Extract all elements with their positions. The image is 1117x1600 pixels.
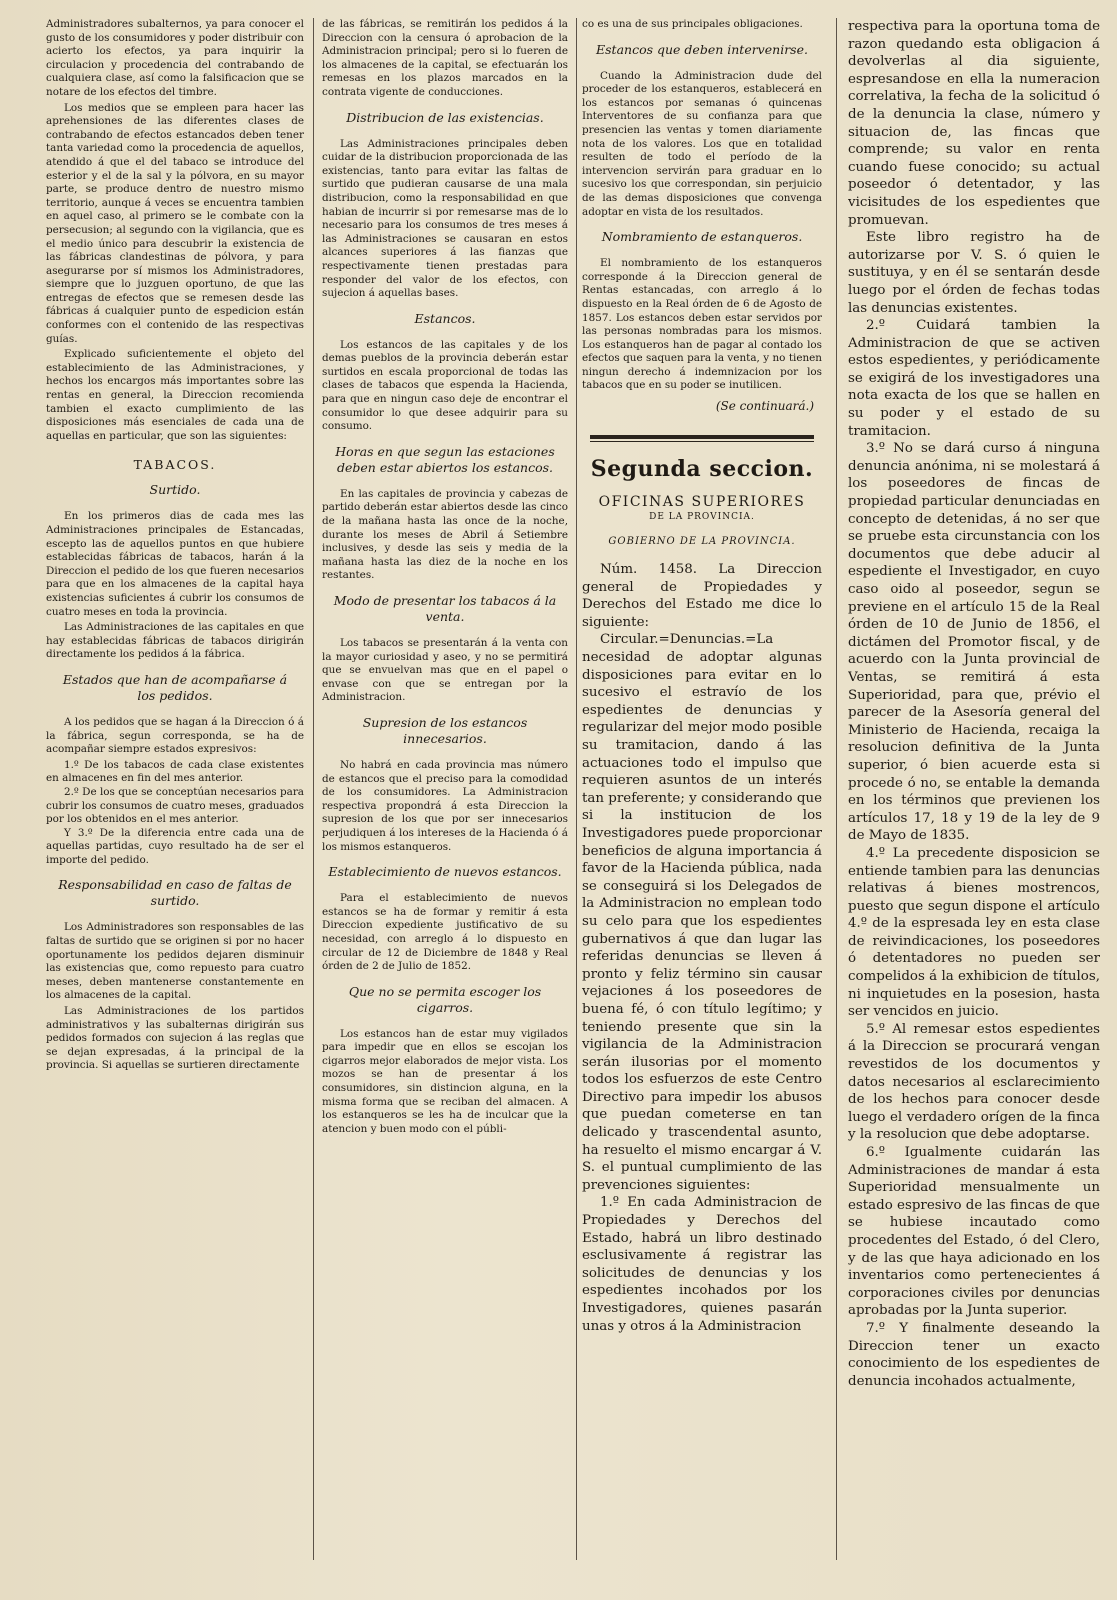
list-item: Y 3.º De la diferencia entre cada una de aquellas partidas, cuyo resultado ha de ser el importe del pedido. (46, 826, 304, 866)
government-heading: GOBIERNO DE LA PROVINCIA. (608, 536, 796, 548)
paragraph: Núm. 1458. La Direccion general de Propiedades y Derechos del Estado me dice lo siguiente: (582, 562, 822, 630)
subheading: Surtido. (149, 482, 201, 498)
paragraph: Circular.=Denuncias.=La necesidad de adoptar algunas disposiciones para evitar en lo sucesivo el estravío de los espedientes de denuncias y regularizar del mejor modo posible su tramitacion, dando á las actuaciones todo el impulso que requieren asuntos de un interés tan preferente; y considerando que si la institucion de los Investigadores puede proporcionar beneficios de alguna importancia á favor de la Hacienda pública, nada se conseguirá si los Delegados de la Administracion no emplean todo su celo para que los espedientes gubernativos á que dan lugar las referidas denuncias se lleven á pronto y feliz término sin causar vejaciones á los poseedores de buena fé, ó con título legítimo; y teniendo presente que sin la vigilancia de la Administracion serán ilusorias por el momento todos los esfuerzos de este Centro Directivo para impedir los abusos que puedan cometerse en tan delicado y trascendental asunto, ha resuelto el mismo encargar á V. S. el puntual cumplimiento de las prevenciones siguientes: (582, 632, 822, 1193)
subheading: Estancos. (414, 310, 476, 326)
section-heading-tabacos: TABACOS. (133, 457, 217, 473)
paragraph: 4.º La precedente disposicion se entiende tambien para las denuncias relativas á bienes mostrencos, puesto que segun dispone el artículo 4.º de la espresada ley en esta clase de reivindicaciones, los poseedores ó detentadores no pueden ser compelidos á la exhibicion de títulos, ni inquietudes en la posesion, hasta ser vencidos en juicio. (848, 845, 1100, 1020)
paragraph: co es una de sus principales obligaciones. (582, 18, 803, 30)
paragraph: Los tabacos se presentarán á la venta con la mayor curiosidad y aseo, y no se permitirá que se envuelvan mas que en el papel o envase con que se entregan por la Administracion. (322, 637, 568, 704)
paragraph: 2.º Cuidará tambien la Administracion de que se activen estos espedientes, y periódicamente se exigirá de los investigadores una nota exacta de los que se hallen en su poder y el estado de su tramitacion. (848, 318, 1100, 439)
paragraph: Las Administraciones principales deben cuidar de la distribucion proporcionada de las existencias, tanto para evitar las faltas de surtido que pudieran causarse de una mala distribucion, como la responsabilidad en que habian de incurrir si por remesarse mas de lo necesario para los consumos de tres meses á las Administraciones se causaran en estos alcances superiores á las fianzas que respectivamente tienen prestadas para responder del valor de los efectos, con sujecion á aquellas bases. (322, 137, 568, 300)
subheading: Nombramiento de estanqueros. (601, 229, 803, 245)
column-4 (848, 18, 1100, 1560)
paragraph: En las capitales de provincia y cabezas de partido deberán estar abiertos desde las cinco de la mañana hasta las once de la noche, durante los meses de Abril á Setiembre inclusives, y desde las seis y media de la mañana hasta las diez de la noche en los restantes. (322, 487, 568, 582)
paragraph: Los estancos han de estar muy vigilados para impedir que en ellos se escojan los cigarros mejor elaborados de mejor vista. Los mozos se han de presentar á los consumidores, sin distincion alguna, en la misma forma que se reciban del almacen. A los estanqueros se les ha de inculcar que la atencion y buen modo con el públi- (322, 1027, 568, 1135)
paragraph: 1.º En cada Administracion de Propiedades y Derechos del Estado, habrá un libro destinado esclusivamente á registrar las solicitudes de denuncias y los espedientes incohados por los Investigadores, quienes pasarán unas y otros á la Administracion (582, 1195, 822, 1334)
column-rule (313, 18, 314, 1560)
list-item: 2.º De los que se conceptúan necesarios para cubrir los consumos de cuatro meses, graduados por los obtenidos en el mes anterior. (46, 785, 304, 826)
subheading: Horas en que segun las estaciones deben estar abiertos los estancos. (335, 443, 555, 475)
column-3 (582, 18, 822, 1560)
paragraph: Los estancos de las capitales y de los demas pueblos de la provincia deberán estar surtidos en escala proporcional de todas las clases de tabacos que espenda la Hacienda, para que en ningun caso deje de encontrar el consumidor lo que desee adquirir para su consumo. (322, 338, 568, 433)
subheading: Supresion de los estancos innecesarios. (362, 714, 528, 746)
paragraph: Administradores subalternos, ya para conocer el gusto de los consumidores y poder distribuir con acierto los efectos, ya para inquirir la circulacion y procedencia del contrabando de cualquiera clase, así como la falsificacion que se notare de los efectos del timbre. (46, 18, 304, 98)
column-rule (836, 18, 837, 1560)
paragraph: El nombramiento de los estanqueros corresponde á la Direccion general de Rentas estancadas, con arreglo á lo dispuesto en la Real órden de 6 de Agosto de 1857. Los estancos deben estar servidos por las personas nombradas para los mismos. Los estanqueros han de pagar al contado los efectos que saquen para la venta, y no tienen ningun derecho á indemnizacion por los tabacos que en su poder se inutilicen. (582, 257, 822, 392)
subheading: Establecimiento de nuevos estancos. (328, 864, 562, 880)
paragraph: Explicado suficientemente el objeto del establecimiento de las Administraciones, y hechos los encargos más importantes sobre las rentas en general, la Direccion recomienda tambien el exacto cumplimiento de las disposiciones más esenciales de cada una de aquellas en particular, que son las siguientes: (46, 348, 304, 442)
paragraph: A los pedidos que se hagan á la Direccion ó á la fábrica, segun corresponda, se ha de acompañar siempre estados expresivos: (46, 715, 304, 756)
paragraph: 5.º Al remesar estos espedientes á la Direccion se procurará vengan revestidos de los documentos y datos necesarios al esclarecimiento de los hechos para conocer desde luego el verdadero orígen de la finca y la resolucion que debe adoptarse. (848, 1021, 1100, 1143)
paragraph: respectiva para la oportuna toma de razon quedando esta obligacion á devolverlas al dia siguiente, espresandose en ella la numeracion correlativa, la fecha de la solicitud ó de la denuncia la clase, número y situacion de, las fincas que comprende; su valor en renta cuando fuese conocido; su actual poseedor ó detentador, y las vicisitudes de los espedientes que promuevan. (848, 19, 1100, 228)
column-rule (576, 18, 577, 1560)
paragraph: de las fábricas, se remitirán los pedidos á la Direccion con la censura ó aprobacion de la Administracion principal; pero si lo fueren de los almacenes de la capital, se efectuarán los remesas en los plazos marcados en la contrata vigente de conducciones. (322, 18, 568, 98)
section-divider (590, 435, 814, 439)
office-subtitle: DE LA PROVINCIA. (649, 512, 755, 523)
subheading: Estados que han de acompañarse á los pedidos. (62, 671, 288, 703)
paragraph: En los primeros dias de cada mes las Administraciones principales de Estancadas, escepto las de aquellos puntos en que hubiere establecidas fábricas de tabacos, harán á la Direccion el pedido de los que fueren necesarios para que en los almacenes de la capital haya existencias suficientes á cubrir los consumos de cuatro meses en toda la provincia. (46, 510, 304, 618)
section-title: Segunda seccion. (590, 456, 814, 483)
paragraph: 7.º Y finalmente deseando la Direccion tener un exacto conocimiento de los espedientes de denuncia incohados actualmente, (848, 1320, 1100, 1389)
paragraph: Las Administraciones de los partidos administrativos y las subalternas dirigirán sus pedidos formados con sujecion á las reglas que se dejan expresadas, á la principal de la provincia. Si aquellas se surtieren directamente (46, 1005, 304, 1072)
column-2 (322, 18, 568, 1560)
paragraph: Los medios que se empleen para hacer las aprehensiones de las diferentes clases de contrabando de efectos estancados deben tener tanta variedad como la procedencia de aquellos, atendido á que el del tabaco se introduce del esterior y el de la sal y la pólvora, en su mayor parte, se produce dentro de nuestro mismo territorio, aunque á veces se encuentra tambien en aquel caso, al primero se le combate con la persecusion; al segundo con la vigilancia, que es el medio único para descubrir la existencia de las fábricas clandestinas de pólvora, y para asegurarse por sí mismos los Administradores, siempre que lo juzguen oportuno, de que las entregas de efectos que se remesen desde las fábricas á cualquier punto de espedicion están conformes con el contenido de las respectivas guías. (46, 101, 304, 345)
continuation-note: (Se continuará.) (715, 399, 814, 414)
paragraph: 3.º No se dará curso á ninguna denuncia anónima, ni se molestará á los poseedores de fincas de propiedad particular denunciadas en concepto de detenidas, á no ser que se pruebe esta circunstancia con los documentos que debe aducir al espediente el Investigador, en cuyo caso oido al poseedor, segun se previene en el artículo 15 de la Real órden de 10 de Junio de 1856, el dictámen del Promotor fiscal, y de acuerdo con la Junta provincial de Ventas, se remitirá á esta Superioridad, para que, prévio el parecer de la Asesoría general del Ministerio de Hacienda, recaiga la resolucion definitiva de la Junta superior, ó bien acuerde esta si procede ó no, se entable la demanda en los términos que previenen los artículos 17, 18 y 19 de la ley de 9 de Mayo de 1835. (848, 441, 1100, 844)
subheading: Modo de presentar los tabacos á la venta. (333, 593, 557, 624)
paragraph: Los Administradores son responsables de las faltas de surtido que se originen si por no hacer oportunamente los pedidos dejaren disminuir las existencias que, como repuesto para cuatro meses, deben mantenerse constantemente en los almacenes de la capital. (46, 921, 304, 1002)
subheading: Responsabilidad en caso de faltas de surtido. (58, 877, 292, 909)
paragraph: Para el establecimiento de nuevos estancos se ha de formar y remitir á esta Direccion expediente justificativo de su necesidad, con arreglo á lo dispuesto en circular de 12 de Diciembre de 1848 y Real órden de 2 de Julio de 1852. (322, 892, 568, 973)
paragraph: Este libro registro ha de autorizarse por V. S. ó quien le sustituya, y en él se sentarán desde luego por el órden de fechas todas las denuncias existentes. (848, 230, 1100, 316)
paragraph: No habrá en cada provincia mas número de estancos que el preciso para la comodidad de los consumidores. La Administracion respectiva propondrá á esta Direccion la supresion de los que por ser innecesarios perjudiquen á los intereses de la Hacienda ó á los mismos estanqueros. (322, 758, 568, 853)
column-1 (46, 18, 304, 1560)
paragraph: 6.º Igualmente cuidarán las Administraciones de mandar á esta Superioridad mensualmente un estado espresivo de las fincas de que se hubiese incautado como procedentes del Estado, ó del Clero, y de las que haya adicionado en los inventarios como pertenecientes á corporaciones civiles por denuncias aprobadas por la Junta superior. (848, 1145, 1100, 1319)
subheading: Distribucion de las existencias. (346, 109, 544, 125)
office-title: OFICINAS SUPERIORES (598, 494, 806, 511)
subheading: Que no se permita escoger los cigarros. (348, 983, 542, 1015)
paragraph: Cuando la Administracion dude del proceder de los estanqueros, establecerá en los estancos por semanas ó quincenas Interventores de su confianza para que presencien las ventas y tomen diariamente nota de los valores. Los que en totalidad resulten de todo el período de la intervencion servirán para graduar en lo sucesivo los que correspondan, sin perjuicio de las demas disposiciones que convenga adoptar en vista de los resultados. (582, 69, 822, 218)
list-item: 1.º De los tabacos de cada clase existentes en almacenes en fin del mes anterior. (46, 758, 304, 785)
subheading: Estancos que deben intervenirse. (596, 41, 808, 57)
paragraph: Las Administraciones de las capitales en que hay establecidas fábricas de tabacos dirigirán directamente los pedidos á la fábrica. (46, 621, 304, 661)
section-divider (590, 441, 814, 442)
